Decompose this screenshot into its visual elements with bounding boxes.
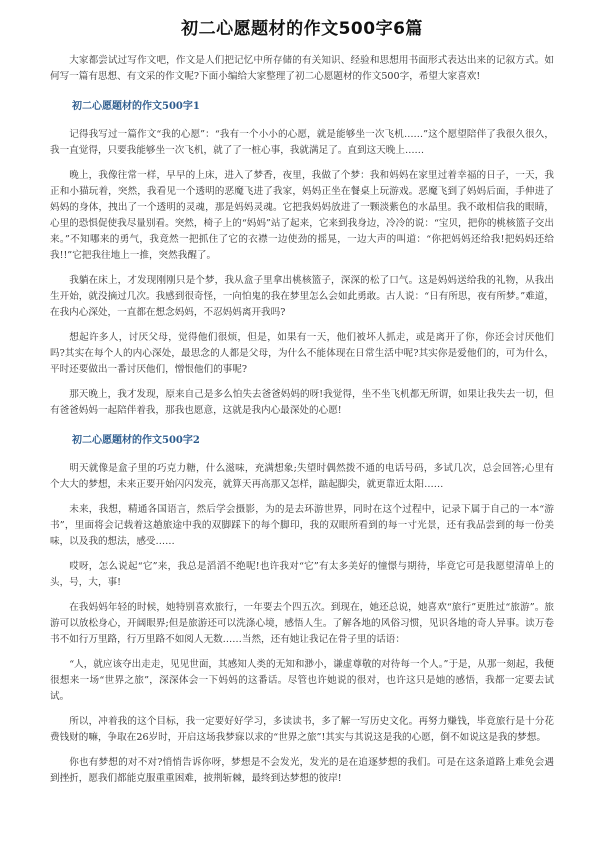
paragraph: 在我妈妈年轻的时候，她特别喜欢旅行，一年要去个四五次。到现在，她还总说，她喜欢“旅行”更胜过“旅游”。旅游可以放松身心，开阔眼界;但是旅游还可以洗涤心境，感悟人生。了解各地的风俗习惯，见识各地的奇人异事。读万卷书不如行万里路，行万里路不如阅人无数……当然，还有她让我记在骨子里的话语： bbox=[50, 602, 554, 645]
paragraph: 未来，我想，精通各国语言，然后学会摄影，为的是去环游世界，同时在这个过程中，记录下属于自己的一本“游书”，里面将会记载着这趟旅途中我的双脚踩下的每个脚印，我的双眼所看到的每一寸光景，还有我品尝到的每一份美味，以及我的想法，感受…… bbox=[50, 504, 554, 547]
paragraph: “人，就应该夺出走走，见见世面，其感知人类的无知和渺小，谦虚尊敬的对待每一个人。”于是，从那一刻起，我便很想来一场“世界之旅”，深深体会一下妈妈的这番话。尽管也许她说的很对，也许这只是她的感悟，我都一定要去试试。 bbox=[50, 659, 554, 702]
paragraph: 哎呀，怎么说起“它”来，我总是滔滔不绝呢!也许我对“它”有太多美好的憧憬与期待，毕竟它可是我愿望清单上的头，号，大，事! bbox=[50, 561, 554, 588]
paragraph: 明天就像是盒子里的巧克力糖，什么滋味，充满想象;失望时偶然拨不通的电话号码，多试几次，总会回答;心里有个大大的梦想，未来正要开始闪闪发亮，就算天再高那又怎样，踮起脚尖，就更靠近太阳…… bbox=[50, 463, 554, 490]
intro-paragraph: 大家都尝试过写作文吧，作文是人们把记忆中所存储的有关知识、经验和思想用书面形式表达出来的记叙方式。如何写一篇有思想、有文采的作文呢?下面小编给大家整理了初二心愿题材的作文500字，希望大家喜欢! bbox=[50, 55, 554, 82]
paragraph: 想起许多人，讨厌父母，觉得他们很烦，但是，如果有一天，他们被坏人抓走，或是离开了你，你还会讨厌他们吗?其实在每个人的内心深处，最思念的人都是父母，为什么不能体现在日常生活中呢?其实你是爱他们的，可为什么，平时还要做出一番讨厌他们，憎恨他们的事呢? bbox=[50, 332, 554, 375]
section-heading: 初二心愿题材的作文500字2 bbox=[72, 435, 200, 446]
paragraph: 所以，冲着我的这个目标，我一定要好好学习，多读读书，多了解一写历史文化。再努力赚钱，毕竟旅行是十分花费钱财的嘛，争取在26岁时，开启这场我梦寐以求的“世界之旅”!其实与其说这是我的心愿，倒不如说这是我的梦想。 bbox=[50, 716, 554, 743]
paragraph: 你也有梦想的对不对?悄悄告诉你呀，梦想是不会发光，发光的是在追逐梦想的我们。可是在这条道路上难免会遇到挫折，愿我们都能克服重重困难，披荆斩棘，最终到达梦想的彼岸! bbox=[50, 757, 554, 784]
paragraph: 那天晚上，我才发现，原来自己是多么怕失去爸爸妈妈的呀!我觉得，坐不坐飞机都无所谓，如果让我失去一切，但有爸爸妈妈一起陪伴着我，那我也愿意，这就是我内心最深处的心愿! bbox=[50, 389, 554, 416]
paragraph: 晚上，我像往常一样，早早的上床，进入了梦香，夜里，我做了个梦：我和妈妈在家里过着幸福的日子，一天，我正和小猫玩着，突然，我看见一个透明的恶魔飞进了我家，妈妈正坐在餐桌上玩游戏。恶魔飞到了妈妈后面，手伸进了妈妈的身体，拽出了一个透明的灵魂，那是妈妈灵魂。它把我妈妈放进了一颗淡紫色的水晶里。我不敢相信我的眼睛，心里的恐惧促使我尽量别看。突然，椅子上的“妈妈”站了起来，它来到我身边，冷冷的说：“宝贝，把你的桃核篮子交出来。”不知哪来的勇气，我竟然一把抓住了它的衣襟一边使劲的摇晃，一边大声的叫道：“你把妈妈还给我!把妈妈还给我!!”它把我往地上一推，突然我醒了。 bbox=[50, 170, 554, 261]
document-title: 初二心愿题材的作文500字6篇 bbox=[181, 19, 423, 39]
paragraph: 记得我写过一篇作文“我的心愿”：“我有一个小小的心愿，就是能够坐一次飞机……”这个愿望陪伴了我很久很久，我一直觉得，只要我能够坐一次飞机，就了了一桩心事，我就满足了。直到这天晚上…… bbox=[50, 129, 554, 156]
section-heading: 初二心愿题材的作文500字1 bbox=[72, 101, 200, 112]
paragraph: 我躺在床上，才发现刚刚只是个梦，我从盒子里拿出桃核篮子，深深的松了口气。这是妈妈送给我的礼物，从我出生开始，就没摘过几次。我感到很奇怪，一向怕鬼的我在梦里怎么会如此勇敢。古人说：“日有所思，夜有所梦。”难道，在我内心深处，一直都在想念妈妈，不忍妈妈离开我吗? bbox=[50, 275, 554, 318]
